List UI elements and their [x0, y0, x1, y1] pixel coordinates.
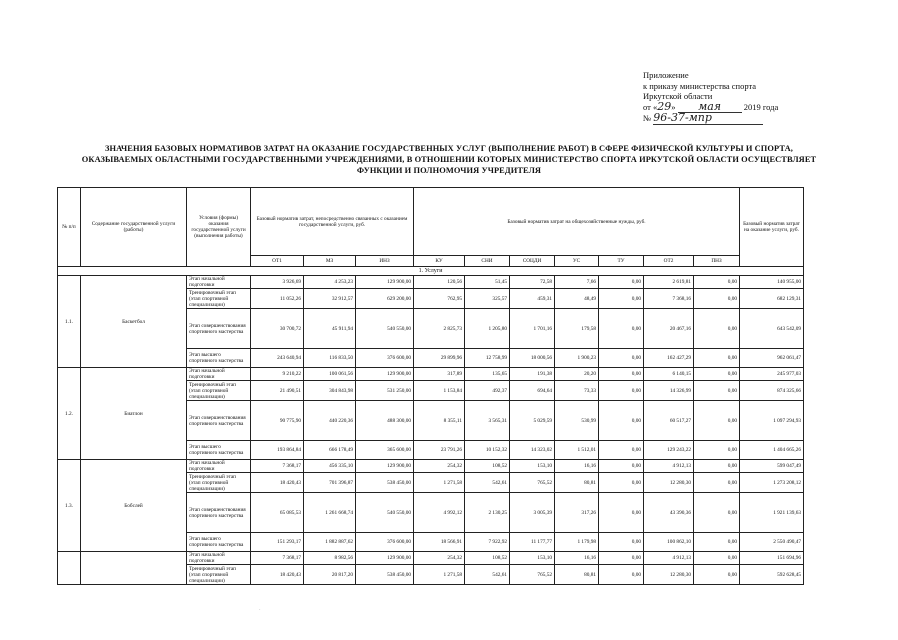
value-cell: 1 273 208,12 [740, 473, 804, 493]
value-cell: 20,20 [555, 368, 599, 381]
value-cell: 2 130,25 [465, 493, 510, 533]
stage-label: Тренировочный этап (этап спортивной специализации) [187, 381, 251, 401]
stage-label: Этап высшего спортивного мастерства [187, 441, 251, 460]
table-row [58, 552, 804, 565]
value-cell: 666 178,49 [304, 441, 356, 460]
value-cell: 1 271,58 [414, 565, 465, 585]
value-cell: 538 450,00 [356, 565, 414, 585]
handwritten-number: 96-37-мпр [653, 113, 763, 125]
value-cell: 440 220,36 [304, 401, 356, 441]
value-cell: 179,58 [555, 309, 599, 349]
value-cell: 7 368,17 [251, 460, 304, 473]
header-direct-costs: Базовый норматив затрат, непосредственно связанных с оказанием государственной услуги, руб. [251, 188, 414, 256]
value-cell: 23 791,26 [414, 441, 465, 460]
header-base-norm: Базовый норматив затрат на оказание услуги, руб. [740, 188, 804, 267]
value-cell: 12 280,30 [644, 473, 694, 493]
group-number: 1.3. [58, 460, 81, 552]
stage-label: Этап начальной подготовки [187, 276, 251, 289]
group-number: 1.1. [58, 276, 81, 368]
table-row [58, 276, 804, 289]
value-cell: 1 271,58 [414, 473, 465, 493]
value-cell: 0,00 [599, 289, 644, 309]
stage-label: Этап совершенствования спортивного мастерства [187, 493, 251, 533]
value-cell: 0,00 [694, 460, 740, 473]
value-cell: 376 600,00 [356, 349, 414, 368]
table-row [58, 460, 804, 473]
value-cell: 0,00 [694, 493, 740, 533]
value-cell: 317,26 [555, 493, 599, 533]
value-cell: 1 205,80 [465, 309, 510, 349]
value-cell: 116 833,50 [304, 349, 356, 368]
appendix-line: Приложение [643, 70, 689, 80]
subheader-socdi: СОЦДИ [510, 256, 555, 267]
header-conditions: Условия (формы) оказания государственной услуги (выполнения работы) [187, 188, 251, 267]
value-cell: 11 177,77 [510, 533, 555, 552]
value-cell: 459,31 [510, 289, 555, 309]
value-cell: 18 420,43 [251, 473, 304, 493]
appendix-line: к приказу министерства спорта [643, 80, 757, 91]
table-body [58, 267, 804, 585]
value-cell: 0,00 [694, 565, 740, 585]
value-cell: 492,37 [465, 381, 510, 401]
value-cell: 7 922,92 [465, 533, 510, 552]
value-cell: 3 005,39 [510, 493, 555, 533]
value-cell: 962 061,47 [740, 349, 804, 368]
value-cell: 1 404 665,26 [740, 441, 804, 460]
value-cell: 0,00 [599, 473, 644, 493]
value-cell: 365 600,00 [356, 441, 414, 460]
value-cell: 65 085,53 [251, 493, 304, 533]
value-cell: 1 153,84 [414, 381, 465, 401]
value-cell: 1 921 139,63 [740, 493, 804, 533]
stage-label: Этап начальной подготовки [187, 552, 251, 565]
appendix-number: № 96-37-мпр [643, 113, 778, 125]
value-cell: 0,00 [599, 309, 644, 349]
value-cell: 540 550,00 [356, 493, 414, 533]
value-cell: 7,66 [555, 276, 599, 289]
value-cell: 8 982,56 [304, 552, 356, 565]
value-cell: 456 335,10 [304, 460, 356, 473]
value-cell: 0,00 [599, 552, 644, 565]
value-cell: 30 700,72 [251, 309, 304, 349]
value-cell: 90 775,90 [251, 401, 304, 441]
group-name: Бобслей [81, 460, 187, 552]
value-cell: 153,10 [510, 460, 555, 473]
value-cell: 243 640,94 [251, 349, 304, 368]
value-cell: 3 565,31 [465, 401, 510, 441]
value-cell: 694,64 [510, 381, 555, 401]
value-cell: 14 326,99 [644, 381, 694, 401]
subheader-sni: СНИ [465, 256, 510, 267]
value-cell: 151 694,96 [740, 552, 804, 565]
value-cell: 129 900,00 [356, 460, 414, 473]
value-cell: 0,00 [599, 493, 644, 533]
group-name [81, 552, 187, 585]
value-cell: 43 390,36 [644, 493, 694, 533]
value-cell: 7 368,17 [251, 552, 304, 565]
value-cell: 12 280,30 [644, 565, 694, 585]
stage-label: Этап начальной подготовки [187, 368, 251, 381]
value-cell: 254,32 [414, 552, 465, 565]
group-name: Баскетбол [81, 276, 187, 368]
title-line: ОКАЗЫВАЕМЫХ ОБЛАСТНЫМИ ГОСУДАРСТВЕННЫМИ УЧРЕЖДЕНИЯМИ, В ОТНОШЕНИИ КОТОРЫХ МИНИСТЕРСТВО СПОРТА ИРКУТСКОЙ ОБЛАСТИ ОСУЩЕСТВЛЯЕТ [81, 155, 817, 164]
value-cell: 73,33 [555, 381, 599, 401]
section-label: 1. Услуги [58, 267, 804, 276]
value-cell: 20 467,16 [644, 309, 694, 349]
appendix-block [643, 70, 778, 125]
value-cell: 599 047,49 [740, 460, 804, 473]
value-cell: 153,10 [510, 552, 555, 565]
handwritten-month: мая [678, 102, 742, 114]
value-cell: 14 323,02 [510, 441, 555, 460]
subheader-tu: ТУ [599, 256, 644, 267]
value-cell: 0,00 [599, 276, 644, 289]
value-cell: 0,00 [599, 441, 644, 460]
appendix-line: Иркутской области [643, 91, 713, 101]
value-cell: 8 355,11 [414, 401, 465, 441]
value-cell: 16,16 [555, 460, 599, 473]
value-cell: 193 864,84 [251, 441, 304, 460]
value-cell: 191,38 [510, 368, 555, 381]
header-content: Содержание государственной услуги (работы) [81, 188, 187, 267]
stage-label: Тренировочный этап (этап спортивной специализации) [187, 473, 251, 493]
value-cell: 162 427,29 [644, 349, 694, 368]
value-cell: 0,00 [694, 401, 740, 441]
value-cell: 488 300,00 [356, 401, 414, 441]
value-cell: 129 243,22 [644, 441, 694, 460]
value-cell: 0,00 [694, 309, 740, 349]
value-cell: 4 253,23 [304, 276, 356, 289]
value-cell: 18 000,56 [510, 349, 555, 368]
value-cell: 0,00 [694, 473, 740, 493]
stage-label: Этап начальной подготовки [187, 460, 251, 473]
table-row [58, 368, 804, 381]
value-cell: 765,52 [510, 565, 555, 585]
value-cell: 108,52 [465, 460, 510, 473]
value-cell: 0,00 [599, 381, 644, 401]
value-cell: 0,00 [599, 565, 644, 585]
value-cell: 100 061,56 [304, 368, 356, 381]
value-cell: 18 420,43 [251, 565, 304, 585]
header-general-costs: Базовый норматив затрат на общехозяйственные нужды, руб. [414, 188, 740, 256]
value-cell: 643 542,09 [740, 309, 804, 349]
value-cell: 0,00 [694, 289, 740, 309]
title-line: ЗНАЧЕНИЯ БАЗОВЫХ НОРМАТИВОВ ЗАТРАТ НА ОКАЗАНИЕ ГОСУДАРСТВЕННЫХ УСЛУГ (ВЫПОЛНЕНИЕ РАБОТ) В СФЕРЕ ФИЗИЧЕСКОЙ КУЛЬТУРЫ И СПОРТА, [105, 144, 793, 153]
stage-label: Тренировочный этап (этап спортивной специализации) [187, 289, 251, 309]
stage-label: Этап высшего спортивного мастерства [187, 533, 251, 552]
value-cell: 1 097 294,93 [740, 401, 804, 441]
group-number [58, 552, 81, 585]
stage-label: Этап высшего спортивного мастерства [187, 349, 251, 368]
value-cell: 0,00 [694, 552, 740, 565]
subheader-mz: МЗ [304, 256, 356, 267]
value-cell: 0,00 [599, 368, 644, 381]
value-cell: 1 900,23 [555, 349, 599, 368]
value-cell: 6 140,15 [644, 368, 694, 381]
value-cell: 376 600,00 [356, 533, 414, 552]
value-cell: 21 490,51 [251, 381, 304, 401]
norms-table [57, 187, 804, 585]
value-cell: 765,52 [510, 473, 555, 493]
value-cell: 0,00 [599, 349, 644, 368]
value-cell: 51,45 [465, 276, 510, 289]
value-cell: 1 179,98 [555, 533, 599, 552]
value-cell: 2 825,73 [414, 309, 465, 349]
value-cell: 2 619,81 [644, 276, 694, 289]
value-cell: 18 566,91 [414, 533, 465, 552]
value-cell: 32 912,57 [304, 289, 356, 309]
value-cell: 701 396,87 [304, 473, 356, 493]
value-cell: 129 900,00 [356, 552, 414, 565]
value-cell: 1 261 668,74 [304, 493, 356, 533]
value-cell: 0,00 [694, 533, 740, 552]
value-cell: 5 029,59 [510, 401, 555, 441]
stage-label: Тренировочный этап (этап спортивной специализации) [187, 565, 251, 585]
value-cell: 72,58 [510, 276, 555, 289]
value-cell: 0,00 [694, 441, 740, 460]
value-cell: 542,61 [465, 565, 510, 585]
document-title [40, 143, 858, 176]
value-cell: 542,61 [465, 473, 510, 493]
value-cell: 0,00 [599, 401, 644, 441]
header-num: № п/п [58, 188, 81, 267]
value-cell: 4 912,13 [644, 460, 694, 473]
value-cell: 1 701,16 [510, 309, 555, 349]
value-cell: 48,49 [555, 289, 599, 309]
value-cell: 304 843,98 [304, 381, 356, 401]
value-cell: 317,89 [414, 368, 465, 381]
value-cell: 9 210,22 [251, 368, 304, 381]
value-cell: 0,00 [694, 381, 740, 401]
value-cell: 531 250,00 [356, 381, 414, 401]
value-cell: 80,81 [555, 565, 599, 585]
value-cell: 4 912,13 [644, 552, 694, 565]
value-cell: 254,32 [414, 460, 465, 473]
stage-label: Этап совершенствования спортивного мастерства [187, 401, 251, 441]
subheader-pnz: ПНЗ [694, 256, 740, 267]
value-cell: 0,00 [694, 349, 740, 368]
subheader-ku: КУ [414, 256, 465, 267]
value-cell: 629 200,00 [356, 289, 414, 309]
value-cell: 10 152,32 [465, 441, 510, 460]
value-cell: 7 368,16 [644, 289, 694, 309]
section-row [58, 267, 804, 276]
value-cell: 120,56 [414, 276, 465, 289]
value-cell: 1 512,01 [555, 441, 599, 460]
stage-label: Этап совершенствования спортивного мастерства [187, 309, 251, 349]
subheader-ot1: ОТ1 [251, 256, 304, 267]
value-cell: 129 900,00 [356, 368, 414, 381]
value-cell: 3 926,69 [251, 276, 304, 289]
group-name: Биатлон [81, 368, 187, 460]
value-cell: 245 977,03 [740, 368, 804, 381]
value-cell: 108,52 [465, 552, 510, 565]
value-cell: 4 992,12 [414, 493, 465, 533]
value-cell: 2 550 490,47 [740, 533, 804, 552]
value-cell: 682 129,31 [740, 289, 804, 309]
value-cell: 151 293,17 [251, 533, 304, 552]
value-cell: 135,65 [465, 368, 510, 381]
value-cell: 80,81 [555, 473, 599, 493]
value-cell: 592 628,45 [740, 565, 804, 585]
appendix-date: от «29» мая 2019 года [643, 99, 779, 113]
value-cell: 16,16 [555, 552, 599, 565]
value-cell: 60 517,27 [644, 401, 694, 441]
group-number: 1.2. [58, 368, 81, 460]
value-cell: 762,95 [414, 289, 465, 309]
value-cell: 538 450,00 [356, 473, 414, 493]
value-cell: 29 899,96 [414, 349, 465, 368]
subheader-inz: ИНЗ [356, 256, 414, 267]
value-cell: 0,00 [599, 533, 644, 552]
value-cell: 0,00 [694, 276, 740, 289]
title-line: ФУНКЦИИ И ПОЛНОМОЧИЯ УЧРЕДИТЕЛЯ [356, 166, 542, 175]
value-cell: 45 911,94 [304, 309, 356, 349]
subheader-us: УС [555, 256, 599, 267]
subheader-ot2: ОТ2 [644, 256, 694, 267]
value-cell: 874 325,66 [740, 381, 804, 401]
value-cell: 0,00 [599, 460, 644, 473]
value-cell: 140 955,00 [740, 276, 804, 289]
value-cell: 20 817,20 [304, 565, 356, 585]
value-cell: 100 862,10 [644, 533, 694, 552]
value-cell: 0,00 [694, 368, 740, 381]
value-cell: 11 052,26 [251, 289, 304, 309]
value-cell: 1 882 887,62 [304, 533, 356, 552]
value-cell: 129 900,00 [356, 276, 414, 289]
value-cell: 325,57 [465, 289, 510, 309]
value-cell: 540 550,00 [356, 309, 414, 349]
handwritten-day: 29 [657, 99, 672, 113]
value-cell: 12 758,99 [465, 349, 510, 368]
value-cell: 530,99 [555, 401, 599, 441]
scan-mark: · [259, 608, 261, 613]
